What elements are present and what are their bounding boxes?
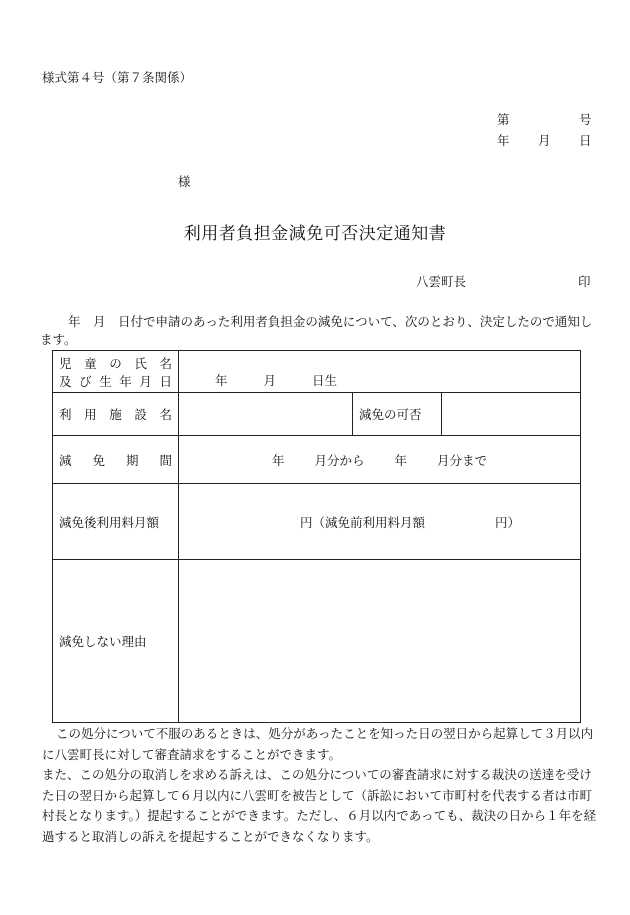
birth-month-label: 月 <box>263 372 276 388</box>
period-to-year: 年 <box>394 452 408 468</box>
approval-value-cell[interactable] <box>442 393 581 436</box>
facility-value-cell[interactable] <box>179 393 353 436</box>
period-to-month: 月分まで <box>436 452 487 468</box>
table-row-reason <box>53 560 581 723</box>
fee-yen-text: 円（減免前利用料月額 <box>300 514 426 530</box>
facility-label-cell: 利 用 施 設 名 <box>53 393 179 436</box>
reason-label: 減免しない理由 <box>59 634 147 649</box>
child-label-line1: 児 童 の 氏 名 <box>59 355 172 371</box>
table-row-child <box>53 351 581 393</box>
date-month: 月 <box>538 133 551 148</box>
seal-mark: 印 <box>578 274 591 289</box>
birth-day-label: 日生 <box>311 372 337 388</box>
child-label-cell <box>53 351 179 393</box>
period-from-year: 年 <box>272 452 285 468</box>
fee-close-text: 円） <box>494 514 520 530</box>
period-label-cell: 減 免 期 間 <box>53 436 179 484</box>
document-number-suffix: 号 <box>579 112 592 127</box>
table-row-period <box>53 436 581 484</box>
approval-label: 減免の可否 <box>359 407 422 422</box>
birth-year-label: 年 <box>215 372 228 388</box>
form-number: 様式第４号（第７条関係） <box>42 70 193 85</box>
table-row-facility <box>53 393 581 436</box>
issuer-name: 八雲町長 <box>416 274 467 289</box>
fee-label: 減免後利用料月額 <box>59 514 160 530</box>
reason-value-cell[interactable] <box>179 560 581 723</box>
fee-label-cell <box>53 484 179 560</box>
fee-value-cell[interactable] <box>179 484 581 560</box>
date-day: 日 <box>579 133 592 148</box>
child-label-line2: 及 び 生 年 月 日 <box>59 373 172 389</box>
period-from-month: 月分から <box>314 452 365 468</box>
recipient-suffix: 様 <box>178 174 191 189</box>
period-value-cell[interactable] <box>179 436 581 484</box>
document-title: 利用者負担金減免可否決定通知書 <box>183 224 447 244</box>
reason-label-cell <box>53 560 179 723</box>
appeal-notice <box>42 724 598 847</box>
appeal-notice-paragraph-2: また、この処分の取消しを求める訴えは、この処分についての審査請求に対する裁決の送達を受けた日の翌日から起算して６月以内に八雲町を被告として（訴訟において市町村を代表する者は市町村長となります。）提起することができます。ただし、６月以内であっても、裁決の日から１年を経過すると取消しの訴えを提起することができなくなります。 <box>42 767 597 844</box>
document-number-label: 第 <box>497 112 510 127</box>
intro-text: 年 月 日付で申請のあった利用者負担金の減免について、次のとおり、決定したので通知します。 <box>40 314 593 347</box>
approval-label-cell <box>353 393 442 436</box>
appeal-notice-paragraph-1: この処分について不服のあるときは、処分があったことを知った日の翌日から起算して３月以内に八雲町長に対して審査請求をすることができます。 <box>42 726 594 762</box>
child-value-cell[interactable] <box>179 351 581 393</box>
table-row-fee <box>53 484 581 560</box>
date-year: 年 <box>497 133 510 148</box>
decision-table <box>52 350 581 723</box>
